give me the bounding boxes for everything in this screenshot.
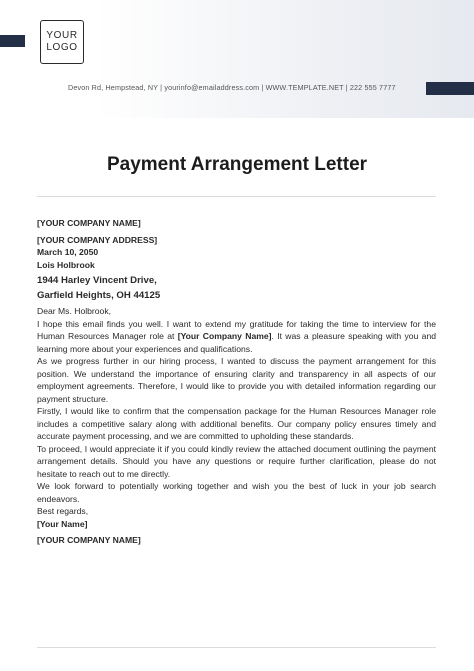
paragraph-2: As we progress further in our hiring process, I wanted to discuss the payment arrangement for this position. We understand the importance of ensuring clarity and transparency in all aspects of our employment agreements. Therefore, I would like to provide you with detailed information regarding our payment structure. (37, 356, 436, 404)
sender-company: [YOUR COMPANY NAME] (37, 535, 141, 545)
recipient-name: Lois Holbrook (37, 259, 95, 270)
company-logo (40, 20, 84, 64)
letter-body (37, 217, 436, 547)
accent-bar-right (426, 82, 474, 95)
paragraph-1-company: [Your Company Name] (177, 331, 272, 341)
company-address: [YOUR COMPANY ADDRESS] (37, 234, 158, 245)
recipient-city: Garfield Heights, OH 44125 (37, 290, 161, 301)
recipient-street: 1944 Harley Vincent Drive, (37, 275, 157, 286)
sender-name: [Your Name] (37, 518, 88, 529)
salutation: Dear Ms. Holbrook, (37, 306, 112, 316)
closing: Best regards, (37, 506, 89, 516)
paragraph-4: To proceed, I would appreciate it if you could kindly review the attached document outlining the payment arrangement details. Should you have any questions or require further clarification, please do not hesitate to reach out to me directly. (37, 443, 436, 479)
logo-line-1: YOUR (46, 30, 78, 41)
paragraph-3: Firstly, I would like to confirm that the compensation package for the Human Resources Manager role includes a competitive salary along with additional benefits. Our company policy ensures timely and accurate payment processing, and we are committed to upholding these standards. (37, 406, 436, 441)
company-name: [YOUR COMPANY NAME] (37, 218, 141, 228)
paragraph-1 (37, 318, 436, 356)
letter-title: Payment Arrangement Letter (106, 154, 368, 175)
divider-bottom (37, 647, 436, 648)
logo-line-2: LOGO (46, 42, 78, 53)
letter-date: March 10, 2050 (37, 247, 99, 257)
contact-info: Devon Rd, Hempstead, NY | yourinfo@emailaddress.com | WWW.TEMPLATE.NET | 222 555 7777 (68, 83, 396, 92)
divider-top (37, 196, 436, 197)
letterhead (0, 0, 474, 118)
accent-bar-left (0, 35, 25, 47)
paragraph-1-end: . It was a pleasure speaking with you and learning more about your experiences and qualifications. (37, 331, 436, 354)
paragraph-1-start: I hope this email finds you well. I want to extend my gratitude for taking the time to interview for the Human Resources Manager role at (37, 318, 436, 341)
paragraph-5: We look forward to potentially working together and wish you the best of luck in your job search endeavors. (37, 481, 436, 504)
